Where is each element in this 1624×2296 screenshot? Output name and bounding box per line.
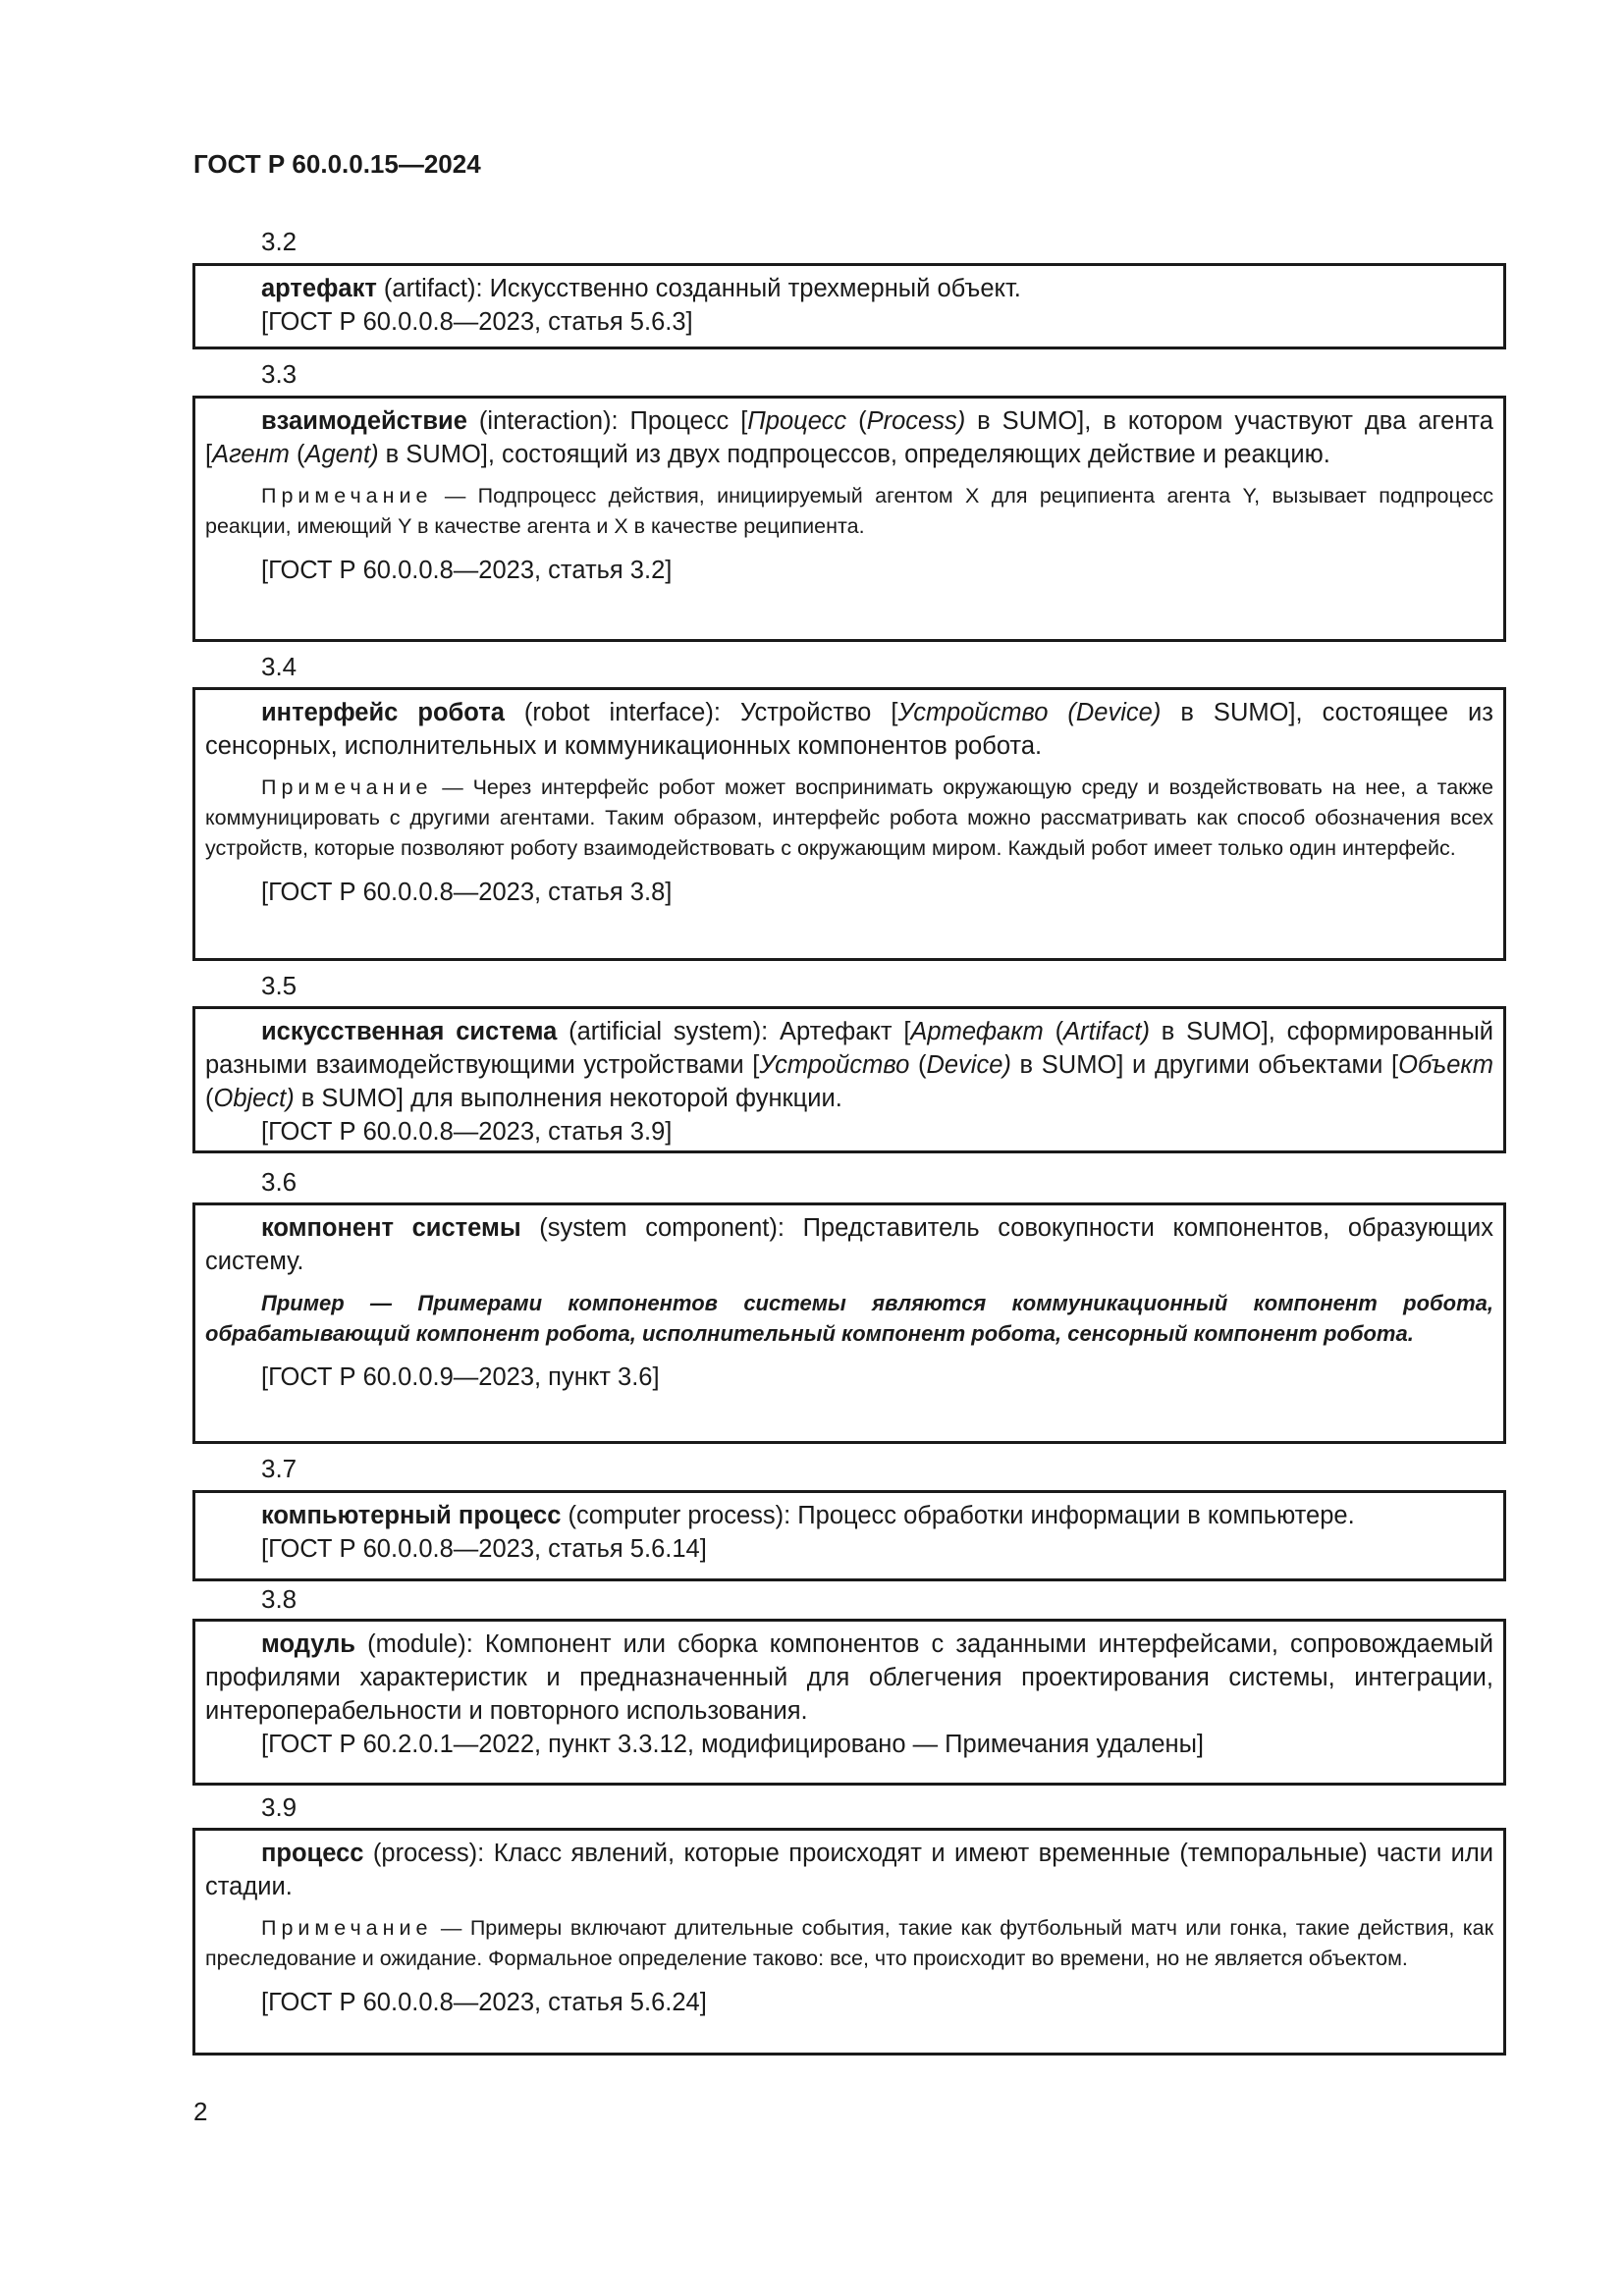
- term: артефакт: [261, 275, 377, 302]
- term-number: 3.3: [261, 359, 298, 389]
- note-text: — Примеры включают длительные события, такие как футбольный матч или гонка, такие действия, как преследование и ожидание. Формальное определение таково: все, что происходит во времени, но не является объектом.: [205, 1916, 1493, 1970]
- definition-text: в SUMO] и другими объектами [: [1010, 1051, 1399, 1079]
- sumo-term: Agent): [304, 441, 379, 468]
- sumo-term: Агент: [212, 441, 290, 468]
- definition-text: (: [1043, 1018, 1064, 1045]
- sumo-term: Artifact): [1063, 1018, 1150, 1045]
- definition-text: : Артефакт [: [761, 1018, 911, 1045]
- note: [205, 1913, 1493, 1974]
- sumo-term: Device): [926, 1051, 1011, 1079]
- sumo-term: Артефакт: [910, 1018, 1044, 1045]
- term-en: (computer process): [561, 1502, 785, 1529]
- definition-text: в SUMO], сформированный разными взаимодействующими устройствами [: [205, 1018, 1494, 1079]
- term-number: 3.8: [261, 1584, 298, 1614]
- term-en: (artifact): [376, 275, 476, 302]
- term-number: 3.9: [261, 1792, 298, 1822]
- note-label: Примечание: [261, 775, 433, 799]
- term-box-robot-interface: [192, 687, 1506, 961]
- definition-text: в SUMO], состоящий из двух подпроцессов, определяющих действие и реакцию.: [378, 441, 1330, 468]
- term: интерфейс робота: [261, 699, 505, 726]
- example: Пример — Примерами компонентов системы являются коммуникационный компонент робота, обрабатывающий компонент робота, исполнительный компонент робота, сенсорный компонент робота.: [205, 1291, 1493, 1346]
- definition-text: в SUMO], состоящее из сенсорных, исполнительных и коммуникационных компонентов робота.: [205, 699, 1493, 760]
- definition-text: : Процесс [: [611, 407, 748, 435]
- term-box-artificial-system: [192, 1006, 1506, 1153]
- term-en: (process): [363, 1840, 478, 1867]
- definition: [205, 404, 1493, 471]
- term-number: 3.4: [261, 652, 298, 681]
- definition-text: : Компонент или сборка компонентов с заданными интерфейсами, сопровождаемый профилями характеристик и предназначенный для облегчения проектирования системы, интеграции, интероперабельности и повторного использования.: [205, 1630, 1494, 1725]
- source-reference: [ГОСТ Р 60.0.0.8—2023, статья 3.9]: [261, 1118, 673, 1146]
- term-box-artifact: [192, 263, 1506, 349]
- source-reference: [ГОСТ Р 60.0.0.8—2023, статья 5.6.24]: [261, 1989, 707, 2016]
- term-box-process: [192, 1828, 1506, 2056]
- term-number: 3.2: [261, 227, 298, 256]
- definition-text: : Устройство [: [713, 699, 898, 726]
- source-reference: [ГОСТ Р 60.0.0.9—2023, пункт 3.6]: [261, 1363, 660, 1391]
- note-label: Примечание: [261, 484, 433, 507]
- source-reference: [ГОСТ Р 60.0.0.8—2023, статья 5.6.3]: [261, 308, 693, 336]
- definition-text: в SUMO], в котором участвуют два агента [: [205, 407, 1493, 468]
- sumo-term: Объект: [1398, 1051, 1493, 1079]
- term-box-module: [192, 1619, 1506, 1786]
- term-number: 3.5: [261, 971, 298, 1000]
- definition: [205, 1211, 1493, 1278]
- term-box-system-component: [192, 1202, 1506, 1444]
- term-box-interaction: [192, 396, 1506, 642]
- definition: [205, 1015, 1493, 1115]
- note: [205, 481, 1493, 542]
- term: взаимодействие: [261, 407, 467, 435]
- definition-text: : Процесс обработки информации в компьютере.: [784, 1502, 1355, 1529]
- definition: [205, 272, 1493, 305]
- note-text: — Через интерфейс робот может воспринимать окружающую среду и воздействовать на нее, а также коммуницировать с другими агентами. Таким образом, интерфейс робота можно рассматривать как способ обозначения всех устройств, которые позволяют роботу взаимодействовать с окружающим миром. Каждый робот имеет только один интерфейс.: [205, 775, 1493, 860]
- note: [205, 773, 1493, 864]
- source-reference: [ГОСТ Р 60.0.0.8—2023, статья 5.6.14]: [261, 1535, 707, 1563]
- sumo-term: Process): [866, 407, 966, 435]
- term-en: (robot interface): [504, 699, 714, 726]
- note-label: Примечание: [261, 1916, 433, 1940]
- definition-text: в SUMO] для выполнения некоторой функции.: [294, 1085, 842, 1112]
- definition-text: (: [909, 1051, 927, 1079]
- term-en: (interaction): [466, 407, 612, 435]
- sumo-term: Устройство: [759, 1051, 910, 1079]
- term: компонент системы: [261, 1214, 521, 1242]
- term-en: (artificial system): [557, 1018, 762, 1045]
- definition: [205, 1628, 1493, 1728]
- sumo-term: Процесс: [747, 407, 847, 435]
- term-en: (module): [355, 1630, 466, 1658]
- term: компьютерный процесс: [261, 1502, 562, 1529]
- sumo-term: Устройство (Device): [897, 699, 1162, 726]
- definition: [205, 1837, 1493, 1903]
- definition-text: : Класс явлений, которые происходят и имеют временные (темпоральные) части или стадии.: [205, 1840, 1493, 1900]
- definition-text: (: [205, 1085, 214, 1112]
- source-reference: [ГОСТ Р 60.2.0.1—2022, пункт 3.3.12, модифицировано — Примечания удалены]: [261, 1731, 1205, 1758]
- definition-text: : Представитель совокупности компонентов, образующих систему.: [205, 1214, 1493, 1275]
- definition-text: : Искусственно созданный трехмерный объект.: [475, 275, 1021, 302]
- definition: [205, 1499, 1493, 1532]
- document-header: ГОСТ Р 60.0.0.15—2024: [193, 149, 481, 179]
- term-en: (system component): [520, 1214, 778, 1242]
- sumo-term: Object): [213, 1085, 295, 1112]
- term: искусственная система: [261, 1018, 558, 1045]
- term: процесс: [261, 1840, 364, 1867]
- source-reference: [ГОСТ Р 60.0.0.8—2023, статья 3.8]: [261, 879, 673, 906]
- definition-text: (: [846, 407, 867, 435]
- page-number: 2: [193, 2097, 208, 2126]
- term-number: 3.7: [261, 1454, 298, 1483]
- note-text: — Подпроцесс действия, инициируемый агентом X для реципиента агента Y, вызывает подпроцесс реакции, имеющий Y в качестве агента и X в качестве реципиента.: [205, 484, 1493, 538]
- source-reference: [ГОСТ Р 60.0.0.8—2023, статья 3.2]: [261, 557, 673, 584]
- term: модуль: [261, 1630, 355, 1658]
- definition-text: (: [289, 441, 305, 468]
- definition: [205, 696, 1493, 763]
- term-number: 3.6: [261, 1167, 298, 1197]
- term-box-computer-process: [192, 1490, 1506, 1581]
